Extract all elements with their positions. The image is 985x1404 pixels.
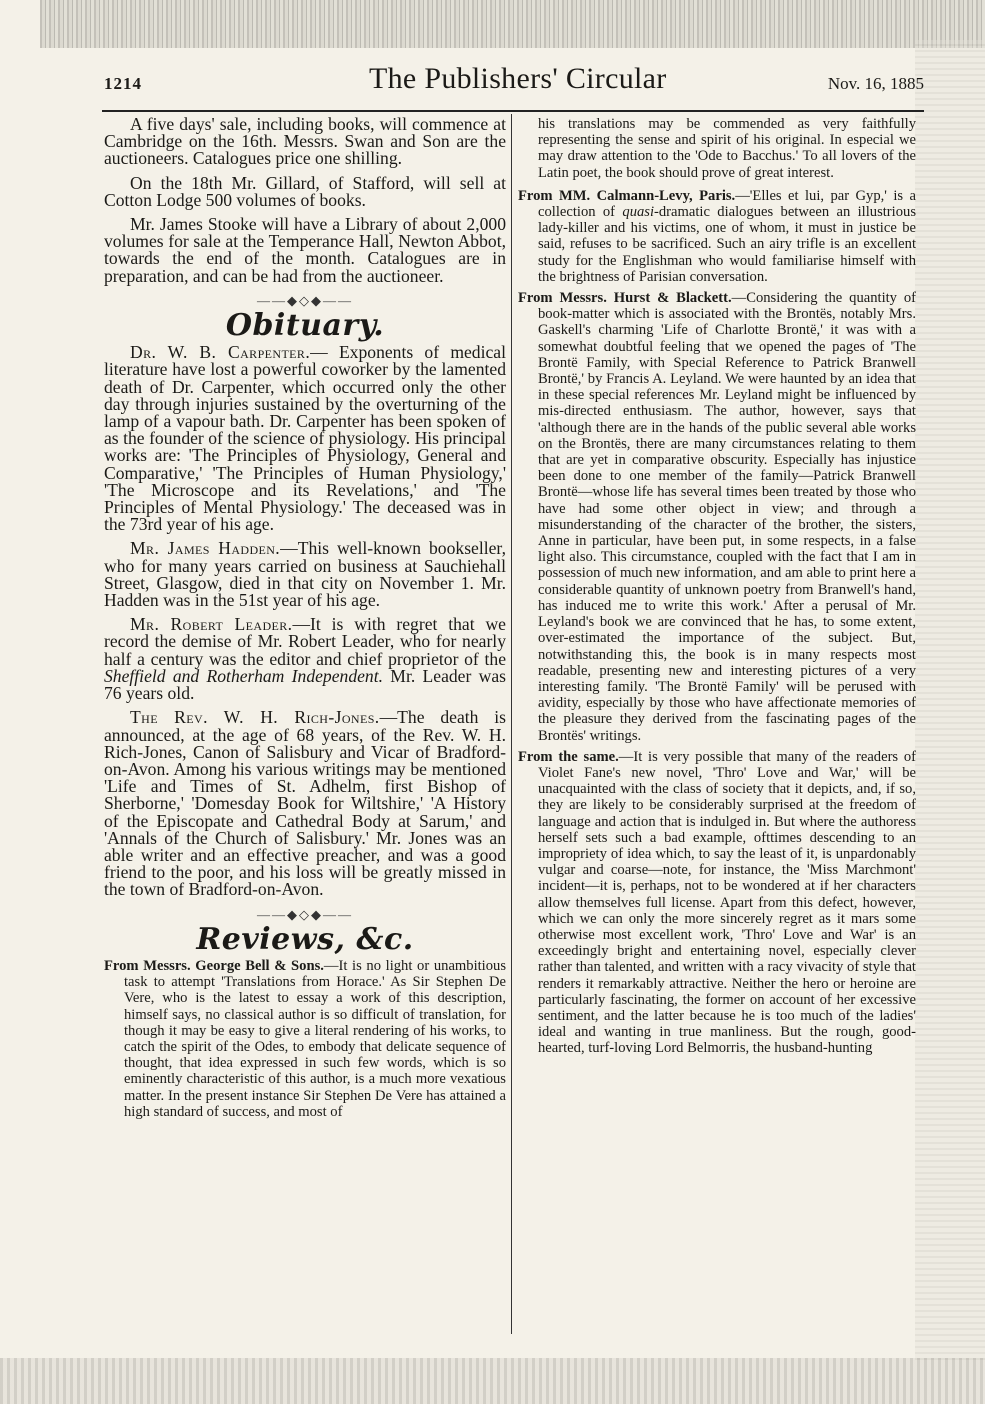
obituary-hadden bbox=[104, 540, 506, 609]
notice-stooke-library: Mr. James Stooke will have a Library of about 2,000 volumes for sale at the Temperance Hall, Newton Abbot, towards the end of the month. Catalogues are in preparation, and can be had from the auctioneer. bbox=[104, 214, 506, 286]
review-thro-love-and-war bbox=[518, 749, 916, 1057]
header-rule bbox=[102, 110, 924, 112]
ornament-divider: ——◆◇◆—— bbox=[257, 292, 353, 308]
review-calmann-levy bbox=[518, 188, 916, 285]
scan-edge-right bbox=[915, 40, 985, 1360]
review-source: From the same. bbox=[518, 748, 619, 765]
obituary-text: — Exponents of medical literature have lost a powerful coworker by the lamented death of Dr. Carpenter, which occurred only the other day through injuries sustained by the overturning of the lamp of a vapour bath. Dr. Carpenter has been spoken of as the founder of the science of physiology. His principal works are: 'The Principles of Physiology, General and Comparative,' 'The Principles of Human Physiology,' 'The Microscope and its Revelations,' and 'The Principles of Mental Physiology.' The deceased was in the 73rd year of his age. bbox=[104, 342, 506, 535]
review-bell-horace bbox=[104, 958, 506, 1120]
obituary-text: —The death is announced, at the age of 68 years, of the Rev. W. H. Rich-Jones, Canon of Salisbury and Vicar of Bradford-on-Avon. Among his various writings may be mentioned 'Life and Times of St. Adhelm, first Bishop of Sherborne,' 'Domesday Book for Wiltshire,' 'A History of the Episcopate and Cathedral Body at Sarum,' and 'Annals of the Church of Salisbury.' Mr. Jones was an able writer and an effective preacher, and was a good friend to the poor, and his loss will be greatly missed in the town of Bradford-on-Avon. bbox=[104, 707, 506, 900]
obituary-name: The Rev. W. H. Rich-Jones. bbox=[130, 707, 380, 728]
ornament-divider: ——◆◇◆—— bbox=[257, 906, 353, 922]
review-source: From Messrs. Hurst & Blackett. bbox=[518, 290, 732, 307]
obituary-carpenter bbox=[104, 344, 506, 533]
issue-date: Nov. 16, 1885 bbox=[827, 74, 924, 93]
reviews-left bbox=[104, 958, 506, 1120]
scan-edge-top bbox=[40, 0, 985, 48]
reviews-heading: Reviews, &c. bbox=[196, 921, 414, 957]
obituary-text: Mr. Leader was 76 years old. bbox=[104, 665, 506, 704]
obituary-text: —This well-known bookseller, who for many years carried on business at Sauchiehall Street, Glasgow, died in that city on November 1. Mr. Hadden was in the 51st year of his age. bbox=[104, 538, 506, 611]
review-text: -dramatic dialogues between an illustrious lady-killer and his victims, one of whom, it must in justice be said, refuses to be sacrificed. Such an airy trifle is an excellent study for the Englishman who would familiarise himself with the brightness of Parisian conversation. bbox=[538, 204, 916, 285]
page-header bbox=[104, 62, 924, 106]
scan-edge-bottom bbox=[0, 1358, 985, 1404]
newspaper-title: Sheffield and Rotherham Independent. bbox=[104, 665, 384, 686]
notice-gillard-sale: On the 18th Mr. Gillard, of Stafford, will sell at Cotton Lodge 500 volumes of books. bbox=[104, 172, 506, 210]
review-text: —It is very possible that many of the readers of Violet Fane's new novel, 'Thro' Love and War,' will be unacquainted with the class of society that it depicts, and, if so, they are likely to be considerably surprised at the freedom of language and action that is indulged in. But where the authoress herself sets such a bad example, ofttimes descending to an impropriety of idea which, to say the least of it, is unpardonably vulgar and coarse—note, for instance, the 'Miss Marchmont' incident—it is, perhaps, not to be wondered at if her characters allow themselves full license. Apart from this defect, however, which we can only the more sincerely regret as it mars some otherwise most excellent work, 'Thro' Love and War' is an exceedingly bright and entertaining novel, especially clever rather than talented, and written with a racy vivacity of style that renders it remarkably attractive. Neither the hero or heroine are particularly fascinating, the former on account of her excessive sentiment, and the latter because he is too much of the ladies' ideal and wanting in true manliness. But the rough, good-hearted, turf-loving Lord Belmorris, the husband-hunting bbox=[538, 748, 917, 1057]
obituary-heading: Obituary. bbox=[225, 308, 385, 344]
obituary-name: Mr. James Hadden. bbox=[130, 538, 281, 559]
review-source: From Messrs. George Bell & Sons. bbox=[104, 957, 324, 974]
obituary-text: —It is with regret that we record the demise of Mr. Robert Leader, who for nearly half a century was the editor and chief proprietor of the bbox=[104, 614, 506, 669]
left-column bbox=[104, 116, 506, 1127]
review-source: From MM. Calmann-Levy, Paris. bbox=[518, 187, 736, 204]
review-text: —It is no light or unambitious task to attempt 'Translations from Horace.' As Sir Stephen De Vere, who is the latest to essay a work of this description, himself says, no classical author is so difficult of translation, for though it may be easy to give a literal rendering of his works, to catch the spirit of the Odes, to embody that delicate sequence of thought, that idea expressed in such few words, which is so eminently characteristic of this author, is a much more vexatious matter. In the present instance Sir Stephen De Vere has attained a high standard of success, and most of bbox=[124, 957, 507, 1120]
obituary-name: Mr. Robert Leader. bbox=[130, 614, 293, 635]
review-text: —'Elles et lui, par Gyp,' is a collection of bbox=[538, 187, 916, 221]
obituary-name: Dr. W. B. Carpenter. bbox=[130, 342, 311, 363]
review-text: —Considering the quantity of book-matter which is associated with the Brontës, notably Mrs. Gaskell's charming 'Life of Charlotte Brontë,' it was with a somewhat doubtful feeling that we opened the pages of 'The Brontë Family, with Special Reference to Patrick Branwell Brontë,' by Francis A. Leyland. We were haunted by an idea that in these special references Mr. Leyland might be influenced by mis-directed enthusiasm. The author, however, says that 'although there are in the hands of the public several able works on the Brontës, there are many circumstances relating to them that are yet in comparative obscurity. Especially has injustice been done to one member of the family—Patrick Branwell Brontë—whose life has several times been treated by those who have had some other object in view; and through a misunderstanding of the character of the brother, the sisters, Anne in particular, have been put, in some respects, in a false light also. This circumstance, coupled with the fact that I am in possession of much new information, and am able to print here a considerable quantity of unknown poetry from Branwell's hand, has induced me to write this work.' After a perusal of Mr. Leyland's book we are convinced that he has, to some extent, over-estimated the importance of the subject. But, notwithstanding this, the book is in many respects most readable, presenting new and interesting pictures of a very interesting family. 'The Brontë Family' will be perused with avidity, especially by those who have affectionate memories of the pleasure they derived from the fascinating pages of the Brontës' writings. bbox=[538, 290, 916, 744]
review-hurst-bronte bbox=[518, 290, 916, 744]
column-divider bbox=[511, 114, 512, 1334]
publication-title: The Publishers' Circular bbox=[369, 62, 667, 95]
right-column bbox=[518, 116, 916, 1062]
review-bell-horace-continued: his translations may be commended as very faithfully representing the sense and spirit of his original. In especial we may draw attention to the 'Ode to Bacchus.' To all lovers of the Latin poet, the book should prove of great interest. bbox=[538, 116, 916, 181]
obituary-leader bbox=[104, 616, 506, 702]
review-italic: quasi bbox=[622, 204, 655, 221]
page-number: 1214 bbox=[104, 74, 142, 93]
obituary-rich-jones bbox=[104, 709, 506, 898]
notice-cambridge-sale: A five days' sale, including books, will commence at Cambridge on the 16th. Messrs. Swan and Son are the auctioneers. Catalogues price one shilling. bbox=[104, 114, 506, 169]
